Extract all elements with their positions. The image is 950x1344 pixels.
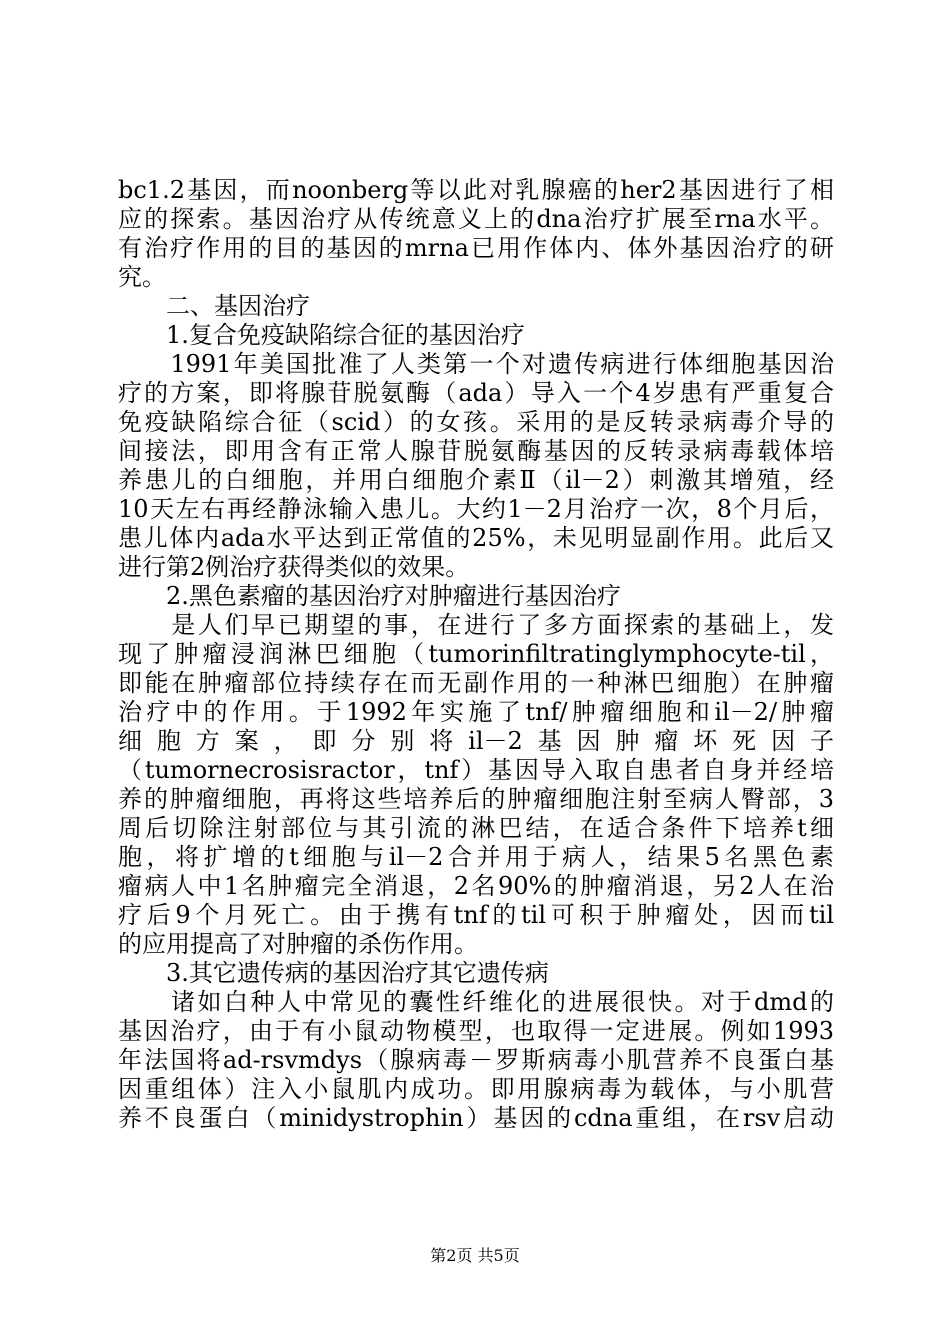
text-line: bc1.2基因，而noonberg等以此对乳腺癌的her2基因进行了相 xyxy=(118,176,834,204)
text-line: 胞，将扩增的t细胞与il－2合并用于病人，结果5名黑色素 xyxy=(118,843,834,871)
text-line: 疗的方案，即将腺苷脱氨酶（ada）导入一个4岁患有严重复合 xyxy=(118,379,834,407)
document-body xyxy=(118,176,834,1133)
text-line: 周后切除注射部位与其引流的淋巴结，在适合条件下培养t细 xyxy=(118,814,834,842)
text-line: 的应用提高了对肿瘤的杀伤作用。 xyxy=(118,930,478,958)
text-line: 养不良蛋白（minidystrophin）基因的cdna重组，在rsv启动 xyxy=(118,1104,834,1132)
page-number-footer: 第2页 共5页 xyxy=(430,1246,520,1265)
subsection-heading: 3.其它遗传病的基因治疗其它遗传病 xyxy=(118,959,549,987)
text-line: 瘤病人中1名肿瘤完全消退，2名90%的肿瘤消退，另2人在治 xyxy=(118,872,834,900)
text-line: 1991年美国批准了人类第一个对遗传病进行体细胞基因治 xyxy=(118,350,834,378)
text-line: 养患儿的白细胞，并用白细胞介素Ⅱ（il－2）刺激其增殖，经 xyxy=(118,466,834,494)
text-line: 是人们早已期望的事，在进行了多方面探索的基础上，发 xyxy=(118,611,834,639)
text-line: 间接法，即用含有正常人腺苷脱氨酶基因的反转录病毒载体培 xyxy=(118,437,834,465)
text-line: 治疗中的作用。于1992年实施了tnf/肿瘤细胞和il－2/肿瘤 xyxy=(118,698,834,726)
text-line: 疗后9个月死亡。由于携有tnf的til可积于肿瘤处，因而til xyxy=(118,901,834,929)
text-line: 究。 xyxy=(118,263,166,291)
text-line: 进行第2例治疗获得类似的效果。 xyxy=(118,553,470,581)
text-line: 10天左右再经静泳输入患儿。大约1－2月治疗一次，8个月后， xyxy=(118,495,834,523)
subsection-heading: 2.黑色素瘤的基因治疗对肿瘤进行基因治疗 xyxy=(118,582,621,610)
text-line: 养的肿瘤细胞，再将这些培养后的肿瘤细胞注射至病人臀部，3 xyxy=(118,785,834,813)
text-line: 应的探索。基因治疗从传统意义上的dna治疗扩展至rna水平。 xyxy=(118,205,834,233)
text-line: 现了肿瘤浸润淋巴细胞（tumorinfiltratinglymphocyte-til， xyxy=(118,640,834,668)
section-heading: 二、基因治疗 xyxy=(118,292,310,320)
text-line: 年法国将ad-rsvmdys（腺病毒－罗斯病毒小肌营养不良蛋白基 xyxy=(118,1046,834,1074)
text-line: （tumornecrosisractor，tnf）基因导入取自患者自身并经培 xyxy=(118,756,834,784)
text-line: 因重组体）注入小鼠肌内成功。即用腺病毒为载体，与小肌营 xyxy=(118,1075,834,1103)
text-line: 免疫缺陷综合征（scid）的女孩。采用的是反转录病毒介导的 xyxy=(118,408,834,436)
text-line: 细胞方案，即分别将il－2基因肿瘤坏死因子 xyxy=(118,727,834,755)
subsection-heading: 1.复合免疫缺陷综合征的基因治疗 xyxy=(118,321,525,349)
text-line: 诸如白种人中常见的囊性纤维化的进展很快。对于dmd的 xyxy=(118,988,834,1016)
text-line: 有治疗作用的目的基因的mrna已用作体内、体外基因治疗的研 xyxy=(118,234,834,262)
text-line: 即能在肿瘤部位持续存在而无副作用的一种淋巴细胞）在肿瘤 xyxy=(118,669,834,697)
text-line: 患儿体内ada水平达到正常值的25%，未见明显副作用。此后又 xyxy=(118,524,834,552)
text-line: 基因治疗，由于有小鼠动物模型，也取得一定进展。例如1993 xyxy=(118,1017,834,1045)
